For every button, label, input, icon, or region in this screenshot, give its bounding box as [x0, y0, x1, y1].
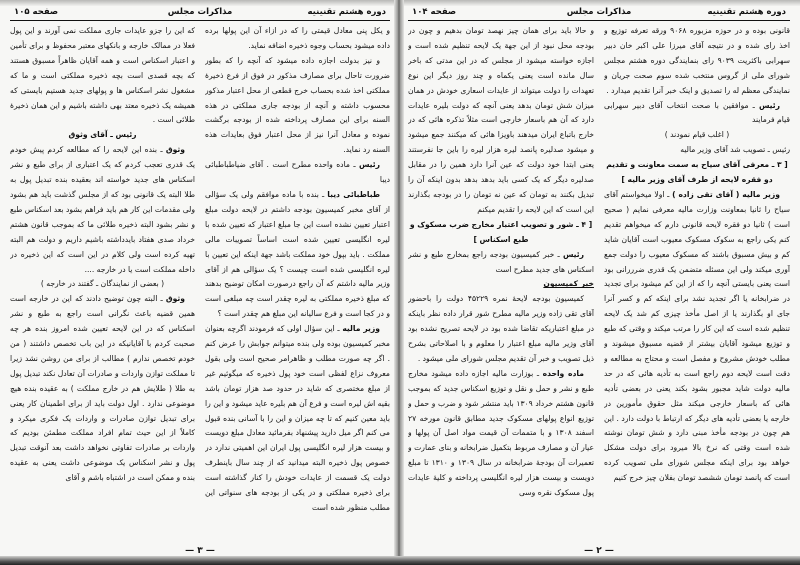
column-left	[408, 24, 594, 542]
body-paragraph: و نیز بدولت اجازه داده میشود که آنچه را که بطور ضرورت تاحال برای مصارف مذکور در فوق از فرع ذخیرهٔ مملکتی اخذ شده بحساب خرج قطعی از محل اعتبار مذکور محسوب داشته و آنچه از بودجه جاری مملکتی در هذه السنه برای این مصارف پرداخته شده از بودجه برگشت نموده و معادل آنرا نیز از محل اعتبار فوق بعایدات هذه السنه رد نماید.	[205, 55, 390, 155]
speaker-name: وثوق	[165, 294, 185, 304]
body-paragraph: رئیس ـ تصویب شد آقای وزیر مالیه	[680, 145, 790, 155]
body-paragraph: که این را جزو عایدات جاری مملکت نمی آورند و این پول فعلا در ممالک خارجه و بانکهای معتبر محفوظ و برای تأمین و اعتبار اسکناس است و همه آقایان ظاهراً مسبوق هستند که بچه قصدی است بچه ذخیره مملکتی است و ما که مشغول نشر اسکناس ها و پولهای جدید هستیم بایستی که همیشه یک ذخیره معتد بهی داشته باشیم و این همان ذخیرهٔ طلائی است .	[10, 26, 195, 125]
body-paragraph: و حالا باید برای همان چیز نهصد تومان بدهیم و چون در بودجه محل نبود از این جهة یک لایحه تنظیم شده است و اجازه خواسته میشود از مجلس که در این مدتی که باخر سال مانده است یعنی یکماه و چند روز دیگر این نوع تعهدات را دولت میتواند از عایدات اسعاری خودش در همان میزان شش تومان بدهد یعنی آنچه که دولت بلیره عایدات دارد که آن هم باسعار خارجی است مثلاً تذکره هائی که در خارج باتباع ایران میدهند باویزا هائی که میکنند جمع میشود و میشود صدلیره پانصد لیره هزار لیره را باین جا نفرستند یعنی ابتدا خود دولت که عین آنرا دارد همین را در مقابل صدلیره دیگر که یک کسی باید بدهد بدهد بدون اینکه آن را تبدیل بکنند به تومان که عین نه تومان را در بودجه بگذارند این است که این لایحه را تقدیم میکنم	[408, 26, 594, 214]
speaker-name: طباطبائی دیبا	[327, 189, 380, 199]
speech-text: بوزارت مالیه اجازه داده میشود مخارج طبع و نشر و حمل و نقل و توزیع اسکناس جدید که بموجب قانون هشتم خرداد ۱۳۰۹ باید منتشر شود و ضرب و حمل و توزیع انواع پولهای مسکوک جدید مطابق قانون مورخه ۲۷ اسفند ۱۳۰۸ و با متممات آن قیمت مواد اصل آن پولها و عیار آن و مصارف مربوط بتکمیل ضرابخانه و بنای عمارت و تعمیرات آن بودجهٔ ضرابخانه در سال ۱۳۰۹ و ۱۳۱۰ تا مبلغ دویست و بیست هزار لیره انگلیسی پرداخته و کلیهٔ عایدات پول مسکوک نقره وسی	[408, 368, 594, 498]
page-columns	[408, 24, 790, 542]
speech-paragraph: رئیس ـ خبر کمیسیون بودجه راجع بمخارج طبع و نشر اسکناس های جدید مطرح است	[408, 249, 594, 274]
page-104	[404, 6, 794, 558]
column-right	[205, 24, 390, 542]
agenda-item-heading: [ ۴ ـ شور و تصویب اعتبار مخارج ضرب مسکوک و طبع اسکناس ]	[409, 219, 593, 244]
stage-direction: ( بعضی از نمایندگان ـ گفتند در خارجه )	[40, 279, 165, 289]
page-footer-number: — ۳ —	[185, 546, 215, 556]
body-paragraph: قانونی بوده و در حوزه مزبوره ۹۰۶۸ ورقه تعرفه توزیع و اخذ رای شده و در نتیجه آقای میرزا علی اکبر خان دبیر سهرابی باکثریت ۹۰۳۹ رای بنمایندگی دوره هشتم مجلس شورای ملی از گروس منتخب شده سوم صحت جریان و نمایندگی معظم له را تصدیق و اینک خبر آنرا تقدیم میدارد .	[604, 26, 790, 95]
speech-paragraph: طباطبائی دیبا ـ بنده با ماده موافقم ولی یک سؤالی از آقای مخبر کمیسیون بودجه داشتم در لایحه دولت مبلغ اعتبار تعیین نشده است این جا مبلغ اعتبار که تعیین شده با لیره انگلیسی تعیین شده است اساساً تصویبات مالی مملکت . باید بپول خود مملکت باشد جهة اینکه این تعیین با لیره انگلیسی شده است چیست ؟ یک سؤالی هم از آقای وزیر مالیه داشتم که آن راجع درصورت امکان توضیح بدهند که مبلغ ذخیره مملکتی به لیره چقدر است چه مبلغی است و در کجا است و فرع سالیانه این مبلغ هم چقدر است ؟	[205, 189, 390, 319]
speaker-name: رئیس	[562, 249, 584, 259]
speaker-name: ماده واحده	[542, 368, 584, 378]
speech-text: این سؤال اولی که فرمودند اگرچه بعنوان مخبر کمیسیون بوده ولی بنده میتوانم جوابش را عرض کنم . اگر چه صورت مطلب و ظاهرامر صحیح است ولی بقول معروف نزاع لفظی است خود پول ذخیره که میگوئیم غیر از مبلغ مختصری که شاید در حدود صد هزار تومان باشد بقیه اش لیره است و فرع آن هم بلیره عاید میشود و این را باید معین کنیم که تا چه میزان و این را با آسانی بنده قبول می کنم اگر میل دارید پیشنهاد بفرمائید معادل مبلغ دویست و بیست هزار لیره انگلیسی پول ایران این اهمیتی ندارد در خصوص پول ذخیره البته میدانید که از چند سال باینطرف دولت یک قسمت از عایدات خودش را کنار گذاشته است برای ذخیره مملکتی و در یکی از بودجه های سنواتی این مطلب منظور شده است	[205, 324, 390, 512]
speaker-name: وثوق	[165, 145, 185, 155]
column-right	[604, 24, 790, 542]
speech-text: البته چون توضیح دادند که این در خارجه است همین قضیه باعث نگرانی است راجع به طبع و نشر اسکناس که در این لایحه تعیین شده امروز بنده هر چه صحبت کردم با آقایانیکه در این باب تخصص داشتند ( من خودم تخصص ندارم ) مطالب از برای من روشن نشد زیرا تا مملکت توازن واردات و صادرات آن تعادل نکند تبدیل پول به طلا ( طلایش هم در خارج مملکت ) به عقیده بنده هیچ موضوعی ندارد . اول دولت باید از برای اطمینان کار یعنی برای تبدیل توازن صادرات و واردات یک فکری میکرد و کاملاً از این حیث تمام افراد مملکت مطمئن بودیم که واردات بر صادرات تفاوتی نخواهد داشت بعد آنوقت تبدیل پول و نشر اسکناس یک موضوعی داشت یعنی به عقیده بنده و ممکن است در اشتباه باشم و آقای	[10, 294, 195, 483]
page-columns	[10, 24, 390, 542]
page-105	[6, 6, 394, 558]
header-title: مذاکرات مجلس	[167, 7, 233, 17]
speech-paragraph: وثوق ـ بنده این لایحه را که مطالعه کردم پیش خودم یک قدری تعجب کردم که یک اعتباری از برای طبع و نشر اسکناس های جدید خواسته اند بعقیده بنده تبدیل پول به طلا البته یک قانونی بود که از مجلس گذشت باید هم بشود ولی مقدمات این کار هم باید فراهم بشود بعد اسکناس طبع و نشر بشود البته ذخیره طلائی ما که بموجب قانون هشتم خرداد صدی هفتاد بایدداشته باشیم داریم و دولت هم البته تهیه کرده است ولی کلام در این است که این ذخیره در داخله مملکت است یا در خارجه ....	[10, 145, 195, 274]
speaker-name: وزیر مالیه ( آقای تقی زاده )	[672, 189, 780, 199]
book-gutter	[394, 0, 404, 565]
speech-paragraph: رئیس ـ موافقین با صحت انتخاب آقای دبیر سهرابی قیام فرمایند	[604, 100, 790, 125]
page-header	[408, 6, 790, 21]
scan-bottom-edge	[0, 556, 800, 565]
speech-text: بنده با ماده موافقم ولی یک سؤالی از آقای مخبر کمیسیون بودجه داشتم در لایحه دولت مبلغ اعتبار تعیین نشده است این جا مبلغ اعتبار که تعیین شده با لیره انگلیسی تعیین شده است اساساً تصویبات مالی مملکت . باید بپول خود مملکت باشد جهة اینکه این تعیین با لیره انگلیسی شده است چیست ؟ یک سؤالی هم از آقای وزیر مالیه داشتم که آن راجع درصورت امکان توضیح بدهند که مبلغ ذخیره مملکتی به لیره چقدر است چه مبلغی است و در کجا است و فرع سالیانه این مبلغ هم چقدر است ؟	[205, 189, 390, 319]
header-page-number: صفحه ۱۰۴	[412, 7, 457, 17]
speech-text: موافقین با صحت انتخاب آقای دبیر سهرابی قیام فرمایند	[604, 100, 790, 125]
header-title: مذاکرات مجلس	[566, 7, 632, 17]
agenda-item-heading: [ ۳ ـ معرفی آقای سیاح به سمت معاونت و تقدیم دو فقره لایحه از طرف آقای وزیر مالیه ]	[606, 160, 788, 185]
body-paragraph: کمیسیون بودجه لایحهٔ نمره ۴۵۲۲۹ دولت را باحضور آقای تقی زاده وزیر مالیه مطرح شور قرار داده نظر باینکه در مبلغ اعتباریکه تقاضا شده بود در لایحه تصریح نشده بود آقای وزیر مالیه مبلغ اعتبار را معلوم و با اصلاحاتی بشرح ذیل تصویب و خبر آن تقدیم مجلس شورای ملی میشود .	[408, 294, 594, 363]
speech-text: بنده این لایحه را که مطالعه کردم پیش خودم یک قدری تعجب کردم که یک اعتباری از برای طبع و نشر اسکناس های جدید خواسته اند بعقیده بنده تبدیل پول به طلا البته یک قانونی بود که از مجلس گذشت باید هم بشود ولی مقدمات این کار هم باید فراهم بشود بعد اسکناس طبع و نشر بشود البته ذخیره طلائی ما که بموجب قانون هشتم خرداد صدی هفتاد بایدداشته باشیم داریم و دولت هم البته تهیه کرده است ولی کلام در این است که این ذخیره در داخله مملکت است یا در خارجه ....	[10, 145, 195, 274]
speaker-name: رئیس	[358, 160, 380, 170]
header-session: دوره هشتم تقنینیه	[707, 7, 786, 17]
speech-paragraph: ماده واحده ـ بوزارت مالیه اجازه داده میشود مخارج طبع و نشر و حمل و نقل و توزیع اسکناس جدید که بموجب قانون هشتم خرداد ۱۳۰۹ باید منتشر شود و ضرب و حمل و توزیع انواع پولهای مسکوک جدید مطابق قانون مورخه ۲۷ اسفند ۱۳۰۸ و با متممات آن قیمت مواد اصل آن پولها و عیار آن و مصارف مربوط بتکمیل ضرابخانه و بنای عمارت و تعمیرات آن بودجهٔ ضرابخانه در سال ۱۳۰۹ و ۱۳۱۰ تا مبلغ دویست و بیست هزار لیره انگلیسی پرداخته و کلیهٔ عایدات پول مسکوک نقره وسی	[408, 368, 594, 498]
report-heading: خبر کمیسیون	[543, 279, 594, 289]
header-session: دوره هشتم تقنینیه	[307, 7, 386, 17]
speaker-name: رئیس	[758, 100, 780, 110]
column-left	[10, 24, 195, 542]
speech-text: اولا میخواستم آقای سیاح را ثانیا بمعاونت وزارت مالیه معرفی نمایم ( صحیح است ) ثانیا دو فقره لایحه قانونی دارم که میخواهم تقدیم کنم یکی راجع به سکوک مسکوک معیوب است آقایان شاید کم و بیش مسبوق باشند که مسکوک معیوب را دولت جمع آوری میکند ولی این مسئله متضمن یک قدری ضرررانی بود است یعنی بایستی آنچه را که از این کم میشود برای تجدید در ضرابخانه یا اگر تجدید نشد برای اینکه کم و کسر آنرا جای او بگذارند یا از اصل مأخذ چیزی کم شد یک لایحه تنظیم شده است که این کار را مرتب میکند و وقتی که طبع و توزیع میشود آقایان بیشتر از قضیه مسبوق میشوند و مطلب خودش مشروح و مفصل است و محتاج به مطالعه و دقت است لایحه دوم راجع است به تأدیه هائی که در حد مالیه دولت شاید مجبور بشود بکند یعنی در بعضی تأدیه هائی که باسعار خارجی میکند مثل حقوق مأمورین در خارجه یا بعضی تأدیه های دیگر که ارتباط با دولت دارد . این هم چون در بودجه مأخذ مبنی دارد و شش تومان نوشته شده است وقتی که نرخ بالا میرود برای دولت مشکل خواهد بود برای اینکه مجلس شورای ملی تصویب کرده است که پانصد تومان ششصد تومان بفلان چیز خرج کنیم	[604, 189, 790, 483]
body-paragraph: و یکل پنی معادل قیمتی را که در ازاء آن این پولها برده داده میشود بحساب وجوه ذخیره اضافه نماید.	[205, 26, 390, 50]
speech-paragraph: وزیر مالیه ـ این سؤال اولی که فرمودند اگرچه بعنوان مخبر کمیسیون بوده ولی بنده میتوانم جوابش را عرض کنم . اگر چه صورت مطلب و ظاهرامر صحیح است ولی بقول معروف نزاع لفظی است خود پول ذخیره که میگوئیم غیر از مبلغ مختصری که شاید در حدود صد هزار تومان باشد بقیه اش لیره است و فرع آن هم بلیره عاید میشود و این را باید معین کنیم که تا چه میزان و این را با آسانی بنده قبول می کنم اگر میل دارید پیشنهاد بفرمائید معادل مبلغ دویست و بیست هزار لیره انگلیسی پول ایران این اهمیتی ندارد در خصوص پول ذخیره البته میدانید که از چند سال باینطرف دولت یک قسمت از عایدات خودش را کنار گذاشته است برای ذخیره مملکتی و در یکی از بودجه های سنواتی این مطلب منظور شده است	[205, 324, 390, 512]
header-page-number: صفحه ۱۰۵	[14, 7, 59, 17]
speech-paragraph: وزیر مالیه ( آقای تقی زاده ) ـ اولا میخواستم آقای سیاح را ثانیا بمعاونت وزارت مالیه معرفی نمایم ( صحیح است ) ثانیا دو فقره لایحه قانونی دارم که میخواهم تقدیم کنم یکی راجع به سکوک مسکوک معیوب است آقایان شاید کم و بیش مسبوق باشند که مسکوک معیوب را دولت جمع آوری میکند ولی این مسئله متضمن یک قدری ضرررانی بود است یعنی بایستی آنچه را که از این کم میشود برای تجدید در ضرابخانه یا اگر تجدید نشد برای اینکه کم و کسر آنرا جای او بگذارند یا از اصل مأخذ چیزی کم شد یک لایحه تنظیم شده است که این کار را مرتب میکند و وقتی که طبع و توزیع میشود آقایان بیشتر از قضیه مسبوق میشوند و مطلب خودش مشروح و مفصل است و محتاج به مطالعه و دقت است لایحه دوم راجع است به تأدیه هائی که در حد مالیه دولت شاید مجبور بشود بکند یعنی در بعضی تأدیه هائی که باسعار خارجی میکند مثل حقوق مأمورین در خارجه یا بعضی تأدیه های دیگر که ارتباط با دولت دارد . این هم چون در بودجه مأخذ مبنی دارد و شش تومان نوشته شده است وقتی که نرخ بالا میرود برای دولت مشکل خواهد بود برای اینکه مجلس شورای ملی تصویب کرده است که پانصد تومان ششصد تومان بفلان چیز خرج کنیم	[604, 189, 790, 483]
page-footer-number: — ۲ —	[584, 546, 614, 556]
page-header	[10, 6, 390, 21]
speech-text: خبر کمیسیون بودجه راجع بمخارج طبع و نشر اسکناس های جدید مطرح است	[408, 249, 594, 274]
section-heading: رئیس ـ آقای وثوق	[68, 130, 137, 140]
speech-paragraph: وثوق ـ البته چون توضیح دادند که این در خارجه است همین قضیه باعث نگرانی است راجع به طبع و نشر اسکناس که در این لایحه تعیین شده امروز بنده هر چه صحبت کردم با آقایانیکه در این باب تخصص داشتند ( من خودم تخصص ندارم ) مطالب از برای من روشن نشد زیرا تا مملکت توازن واردات و صادرات آن تعادل نکند تبدیل پول به طلا ( طلایش هم در خارج مملکت ) به عقیده بنده هیچ موضوعی ندارد . اول دولت باید از برای اطمینان کار یعنی برای تبدیل توازن صادرات و واردات یک فکری میکرد و کاملاً از این حیث تمام افراد مملکت مطمئن بودیم که واردات بر صادرات تفاوتی نخواهد داشت بعد آنوقت تبدیل پول و نشر اسکناس یک موضوعی داشت یعنی به عقیده بنده و ممکن است در اشتباه باشم و آقای	[10, 294, 195, 483]
speech-text: ماده واحده مطرح است . آقای ضیاطباطبائی دیبا	[205, 160, 390, 185]
speaker-name: وزیر مالیه	[342, 324, 380, 334]
stage-direction: ( اغلب قیام نمودند )	[664, 130, 730, 140]
speech-paragraph: رئیس ـ ماده واحده مطرح است . آقای ضیاطباطبائی دیبا	[205, 160, 390, 185]
